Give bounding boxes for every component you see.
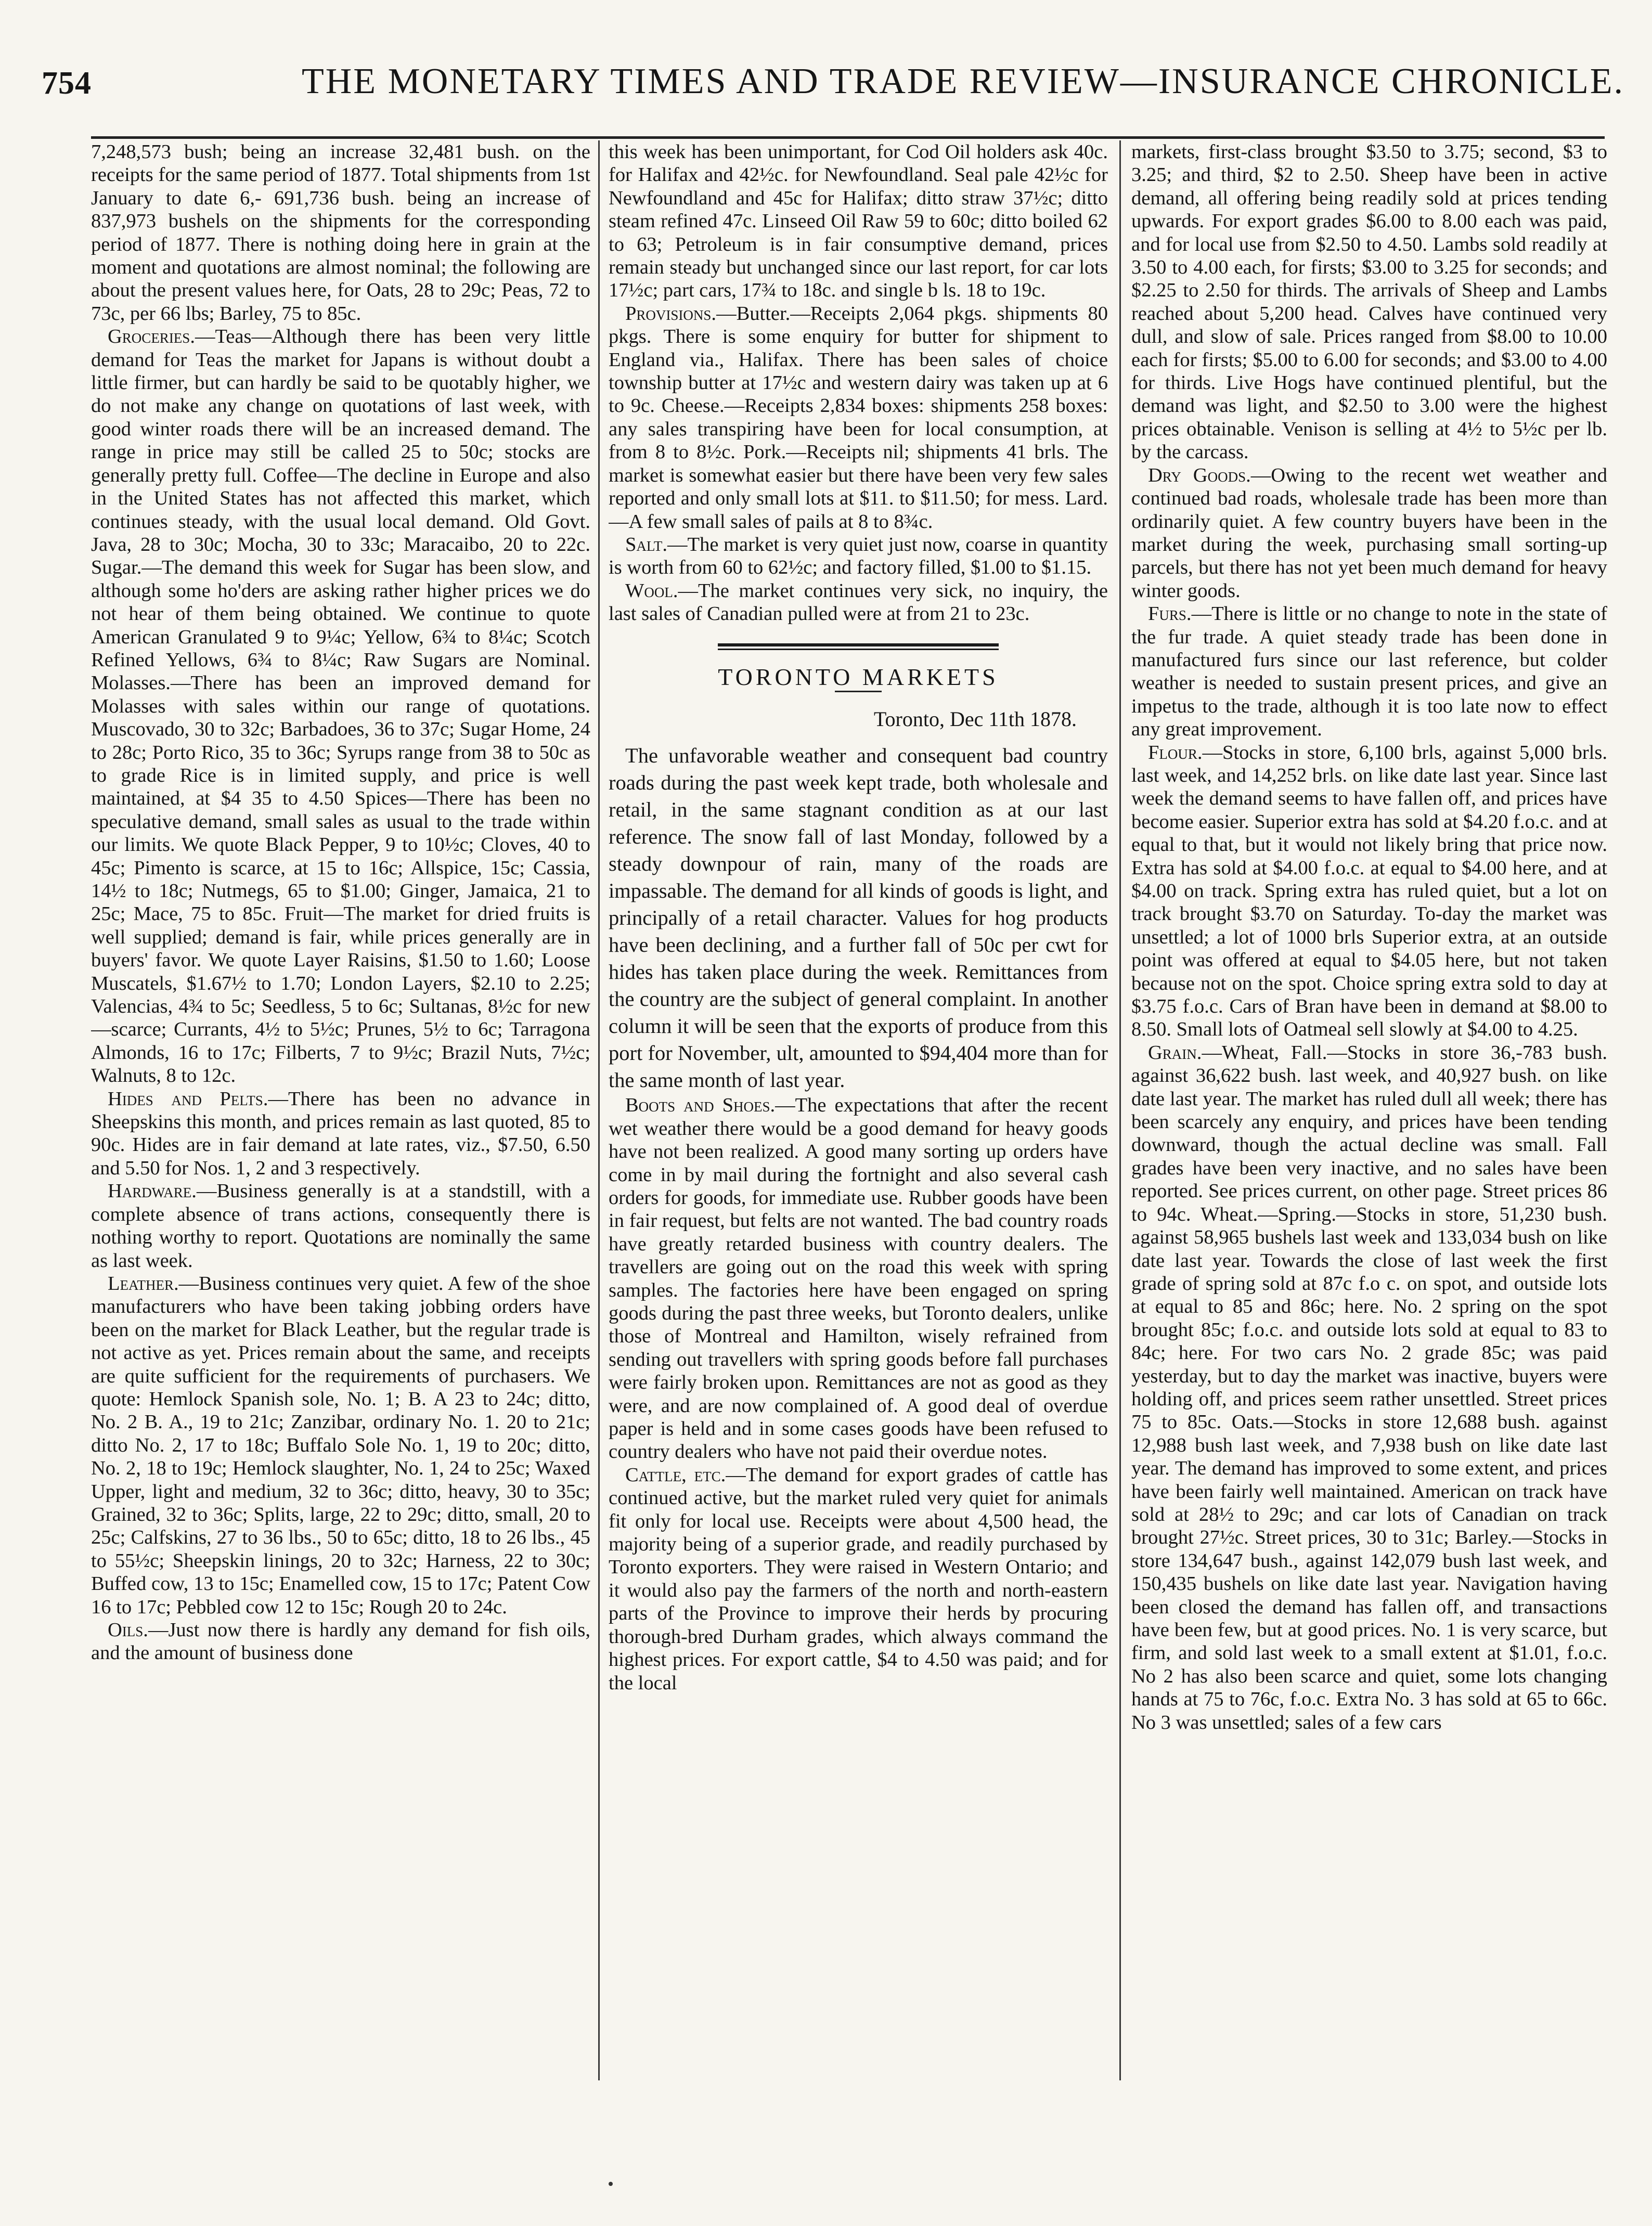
hides-text: —There has been no advance in Sheepskins this month, and prices remain as last quoted, 85 to 90c. Hides are in fair demand at late rates, viz., $7.50, 6.50 and 5.50 for Nos. 1, 2 and 3 respectively. <box>91 1088 590 1179</box>
oils-continued-paragraph: this week has been unimportant, for Cod Oil holders ask 40c. for Halifax and 42½c. for Newfoundland. Seal pale 42½c for Newfoundland and 45c for Halifax; ditto straw 37½c; ditto steam refined 47c. Linseed Oil Raw 59 to 60c; ditto boiled 62 to 63; Petroleum is in fair consumptive demand, prices remain steady but unchanged since our last report, for car lots 17½c; part cars, 17¾ to 18c. and single b ls. 18 to 19c. <box>609 141 1108 302</box>
dateline: Toronto, Dec 11th 1878. <box>873 707 1077 731</box>
cattle-heading: Cattle, etc. <box>625 1464 726 1486</box>
grain-heading: Grain. <box>1148 1041 1202 1064</box>
flour-text: —Stocks in store, 6,100 brls, against 5,000 brls. last week, and 14,252 brls. on like date last year. Since last week the demand seems to have fallen off, and prices have become easier. Superior extra has sold at $4.20 f.o.c. and at equal to that, but it would not likely bring that price now. Extra has sold at $4.00 f.o.c. at equal to $4.00 here, and at $4.00 on track. Spring extra has ruled quiet, but a lot on track brought $3.70 on Saturday. To-day the market was unsettled; a lot of 1000 brls Superior extra, at an outside point was offered at equal to $4.05 here, but not taken because not on the spot. Choice spring extra sold to day at $3.75 f.o.c. Cars of Bran have been in demand at $8.00 to 8.50. Small lots of Oatmeal sell slowly at $4.00 to 4.25. <box>1131 741 1607 1041</box>
column-3 <box>1131 140 1607 2086</box>
hardware-heading: Hardware. <box>108 1180 197 1202</box>
boots-heading: Boots and Shoes. <box>625 1094 776 1117</box>
lead-paragraph: The unfavorable weather and consequent bad country roads during the past week kept trade, both wholesale and retail, in the same stagnant condition as at our last reference. The snow fall of last Monday, followed by a steady downpour of rain, many of the roads are impassable. The demand for all kinds of goods is light, and principally of a retail character. Values for hog products have been declining, and a further fall of 50c per cwt for hides has taken place during the week. Remittances from the country are the subject of general complaint. In another column it will be seen that the exports of produce from this port for November, ult, amounted to $94,404 more than for the same month of last year. <box>609 744 1108 1092</box>
publication-title: THE MONETARY TIMES AND TRADE REVIEW—INSURANCE CHRONICLE. <box>302 61 1625 101</box>
wool-heading: Wool. <box>625 579 678 602</box>
header-rule <box>91 136 1605 139</box>
print-mark <box>609 2182 613 2186</box>
flour-paragraph <box>1131 741 1607 1041</box>
grain-continued-paragraph: 7,248,573 bush; being an increase 32,481 bush. on the receipts for the same period of 1877. Total shipments from 1st January to date 6,- 691,736 bush. being an increase of 837,973 bushels on the shipments for the corresponding period of 1877. There is nothing doing here in grain at the moment and quotations are almost nominal; the following are about the present values here, for Oats, 28 to 29c; Peas, 72 to 73c, per 66 lbs; Barley, 75 to 85c. <box>91 141 590 325</box>
cattle-text: —The demand for export grades of cattle has continued active, but the market ruled very quiet for animals fit only for local use. Receipts were about 4,500 head, the majority being of a superior grade, and readily purchased by Toronto exporters. They were raised in Western Ontario; and it would also pay the farmers of the north and north-eastern parts of the Province to improve their herds by procuring thorough-bred Durham grades, which always command the highest prices. For export cattle, $4 to 4.50 was paid; and for the local <box>609 1464 1108 1694</box>
provisions-text: —Butter.—Receipts 2,064 pkgs. shipments 80 pkgs. There is some enquiry for butter for shipment to England via., Halifax. There has been sales of choice township butter at 17½c and western dairy was taken up at 6 to 9c. Cheese.—Receipts 2,834 boxes: shipments 258 boxes: any sales transpiring have been for local consumption, at from 8 to 8½c. Pork.—Receipts nil; shipments 41 brls. The market is somewhat easier but there have been very few sales reported and only small lots at $11. to $11.50; for mess. Lard.—A few small sales of pails at 8 to 8¾c. <box>609 302 1108 533</box>
salt-text: —The market is very quiet just now, coarse in quantity is worth from 60 to 62½c; and factory filled, $1.00 to $1.15. <box>609 533 1108 579</box>
flour-heading: Flour. <box>1148 741 1203 763</box>
groceries-heading: Groceries. <box>108 326 195 348</box>
salt-paragraph <box>609 533 1108 579</box>
hides-paragraph <box>91 1088 590 1180</box>
column-1 <box>91 140 590 2086</box>
cattle-paragraph <box>609 1464 1108 1694</box>
column-divider-2 <box>1119 140 1121 2080</box>
column-divider-1 <box>598 140 600 2080</box>
page-header <box>42 55 1625 122</box>
section-title: TORONTO MARKETS <box>718 663 999 690</box>
dry-goods-paragraph <box>1131 464 1607 602</box>
grain-paragraph <box>1131 1041 1607 1734</box>
furs-paragraph <box>1131 602 1607 741</box>
groceries-text: —Teas—Although there has been very little demand for Teas the market for Japans is without doubt a little firmer, but can hardly be said to be quotably higher, we do not make any change on quotations of last week, with good winter roads there will be an increased demand. The range in price may still be called 25 to 50c; stocks are generally pretty full. Coffee—The decline in Europe and also in the United States has not affected this market, which continues steady, with the usual local demand. Old Govt. Java, 28 to 30c; Mocha, 30 to 33c; Maracaibo, 20 to 22c. Sugar.—The demand this week for Sugar has been slow, and although some ho'ders are asking rather higher prices we do not hear of them being obtained. We continue to quote American Granulated 9 to 9¼c; Yellow, 6¾ to 8¼c; Scotch Refined Yellows, 6¾ to 8¼c; Raw Sugars are Nominal. Molasses.—There has been an improved demand for Molasses with sales within our range of quotations. Muscovado, 30 to 32c; Barbadoes, 36 to 37c; Sugar Home, 24 to 28c; Porto Rico, 35 to 36c; Syrups range from 38 to 50c as to grade Rice is in limited supply, and price is well maintained, at $4 35 to 4.50 Spices—There has been no speculative demand, small sales as usual to the trade within our limits. We quote Black Pepper, 9 to 10½c; Cloves, 40 to 45c; Pimento is scarce, at 15 to 16c; Allspice, 15c; Cassia, 14½ to 18c; Nutmegs, 65 to $1.00; Ginger, Jamaica, 21 to 25c; Mace, 75 to 85c. Fruit—The market for dried fruits is well supplied; demand is fair, while prices generally are in buyers' favor. We quote Layer Raisins, $1.50 to 1.60; Loose Muscatels, $1.67½ to 1.70; London Layers, $2.10 to 2.25; Valencias, 4¾ to 5c; Seedless, 5 to 6c; Sultanas, 8½c for new—scarce; Currants, 4½ to 5½c; Prunes, 5½ to 6c; Tarragona Almonds, 16 to 17c; Filberts, 7 to 9½c; Brazil Nuts, 7½c; Walnuts, 8 to 12c. <box>91 326 590 1087</box>
title-underline <box>835 691 882 692</box>
furs-heading: Furs. <box>1148 603 1192 625</box>
leather-heading: Leather. <box>108 1272 179 1295</box>
leather-paragraph <box>91 1272 590 1619</box>
provisions-paragraph <box>609 302 1108 533</box>
furs-text: —There is little or no change to note in the state of the fur trade. A quiet steady trade has been done in manufactured furs since our last reference, but colder weather is needed to sustain present prices, and give an impetus to the trade, although it is too late now to effect any great improvement. <box>1131 603 1607 741</box>
wool-text: —The market continues very sick, no inquiry, the last sales of Canadian pulled were at from 21 to 23c. <box>609 579 1108 625</box>
dry-goods-heading: Dry Goods. <box>1148 464 1251 486</box>
grain-text: —Wheat, Fall.—Stocks in store 36,-783 bush. against 36,622 bush. last week, and 40,927 bush. on like date last year. The market has ruled dull all week; there has been scarcely any enquiry, and prices have been tending downward, though the actual decline was small. Fall grades have been very inactive, and no sales have been reported. See prices current, on other page. Street prices 86 to 94c. Wheat.—Spring.—Stocks in store, 51,230 bush. against 58,965 bushels last week and 133,034 bush on like date last year. Towards the close of last week the first grade of spring sold at 87c f.o c. on spot, and outside lots at equal to 85 and 86c; here. No. 2 spring on the spot brought 85c; f.o.c. and outside lots sold at equal to 83 to 84c; here. For two cars No. 2 grade 85c; was paid yesterday, but to day the market was inactive, buyers were holding off, and prices seem rather unsettled. Street prices 75 to 85c. Oats.—Stocks in store 12,688 bush. against 12,988 bush last week, and 7,938 bush on like date last year. The demand has improved to some extent, and prices have been fairly well maintained. American on track have sold at 28½ to 29c; and car lots of Canadian on track brought 27½c. Street prices, 30 to 31c; Barley.—Stocks in store 134,647 bush., against 142,079 bush last week, and 150,435 bushels on like date last year. Navigation having been closed the demand has fallen off, and transactions have been few, but at good prices. No. 1 is very scarce, but firm, and sold last week to a small extent at $1.01, f.o.c. No 2 has also been scarce and quiet, some lots changing hands at 75 to 76c, f.o.c. Extra No. 3 has sold at 65 to 66c. No 3 was unsettled; sales of a few cars <box>1131 1041 1607 1733</box>
boots-paragraph <box>609 1094 1108 1464</box>
cattle-continued-paragraph: markets, first-class brought $3.50 to 3.75; second, $3 to 3.25; and third, $2 to 2.50. Sheep have been in active demand, all offering being readily sold at prices tending upwards. For export grades $6.00 to 8.00 each was paid, and for local use from $2.50 to 4.50. Lambs sold readily at 3.50 to 4.00 each, for firsts; $3.00 to 3.25 for seconds; and $2.25 to 2.50 for thirds. The arrivals of Sheep and Lambs reached about 5,200 head. Calves have continued very dull, and slow of sale. Prices ranged from $8.00 to 10.00 each for firsts; $5.00 to 6.00 for seconds; and $3.00 to 4.00 for thirds. Live Hogs have continued plentiful, but the demand was light, and $2.50 to 3.00 were the highest prices obtainable. Venison is selling at 4½ to 5½c per lb. by the carcass. <box>1131 141 1607 463</box>
groceries-paragraph <box>91 325 590 1087</box>
page-number: 754 <box>42 66 92 101</box>
hardware-paragraph <box>91 1180 590 1272</box>
column-2 <box>609 140 1108 2086</box>
provisions-heading: Provisions. <box>625 302 717 325</box>
section-divider <box>718 643 999 650</box>
oils-paragraph <box>91 1619 590 1665</box>
oils-text: —Just now there is hardly any demand for fish oils, and the amount of business done <box>91 1619 590 1664</box>
salt-heading: Salt. <box>625 533 668 555</box>
oils-heading: Oils. <box>108 1619 148 1641</box>
leather-text: —Business continues very quiet. A few of the shoe manufacturers who have been taking jobbing orders have been on the market for Black Leather, but the regular trade is not active as yet. Prices remain about the same, and receipts are quite sufficient for the requirements of purchasers. We quote: Hemlock Spanish sole, No. 1; B. A 23 to 24c; ditto, No. 2 B. A., 19 to 21c; Zanzibar, ordinary No. 1. 20 to 21c; ditto No. 2, 17 to 18c; Buffalo Sole No. 1, 19 to 20c; ditto, No. 2, 18 to 19c; Hemlock slaughter, No. 1, 24 to 25c; Waxed Upper, light and medium, 32 to 36c; ditto, heavy, 30 to 35c; Grained, 32 to 36c; Splits, large, 22 to 29c; ditto, small, 20 to 25c; Calfskins, 27 to 36 lbs., 50 to 65c; ditto, 18 to 26 lbs., 45 to 55½c; Sheepskin linings, 20 to 32c; Harness, 22 to 30c; Buffed cow, 13 to 15c; Enamelled cow, 15 to 17c; Patent Cow 16 to 17c; Pebbled cow 12 to 15c; Rough 20 to 24c. <box>91 1272 590 1618</box>
hides-heading: Hides and Pelts. <box>108 1088 268 1110</box>
wool-paragraph <box>609 579 1108 626</box>
boots-text: —The expectations that after the recent wet weather there would be a good demand for heavy goods have not been realized. A good many sorting up orders have come in by mail during the fortnight and also several cash orders for goods, for immediate use. Rubber goods have been in fair request, but felts are not wanted. The bad country roads have greatly retarded business with country dealers. The travellers are going out on the road this week with spring samples. The factories here have been engaged on spring goods during the past three weeks, but Toronto dealers, unlike those of Montreal and Hamilton, wisely refrained from sending out travellers with spring goods before fall purchases were fairly broken upon. Remittances are not as good as they were, and are now complained of. A good deal of overdue paper is held and in some cases goods have been refused to country dealers who have not paid their overdue notes. <box>609 1094 1108 1463</box>
dry-goods-text: —Owing to the recent wet weather and continued bad roads, wholesale trade has been more than ordinarily quiet. A few country buyers have been in the market during the week, purchasing small sorting-up parcels, but there has not yet been much demand for heavy winter goods. <box>1131 464 1607 602</box>
hardware-text: —Business generally is at a standstill, with a complete absence of trans actions, consequently there is nothing worthy to report. Quotations are nominally the same as last week. <box>91 1180 590 1272</box>
